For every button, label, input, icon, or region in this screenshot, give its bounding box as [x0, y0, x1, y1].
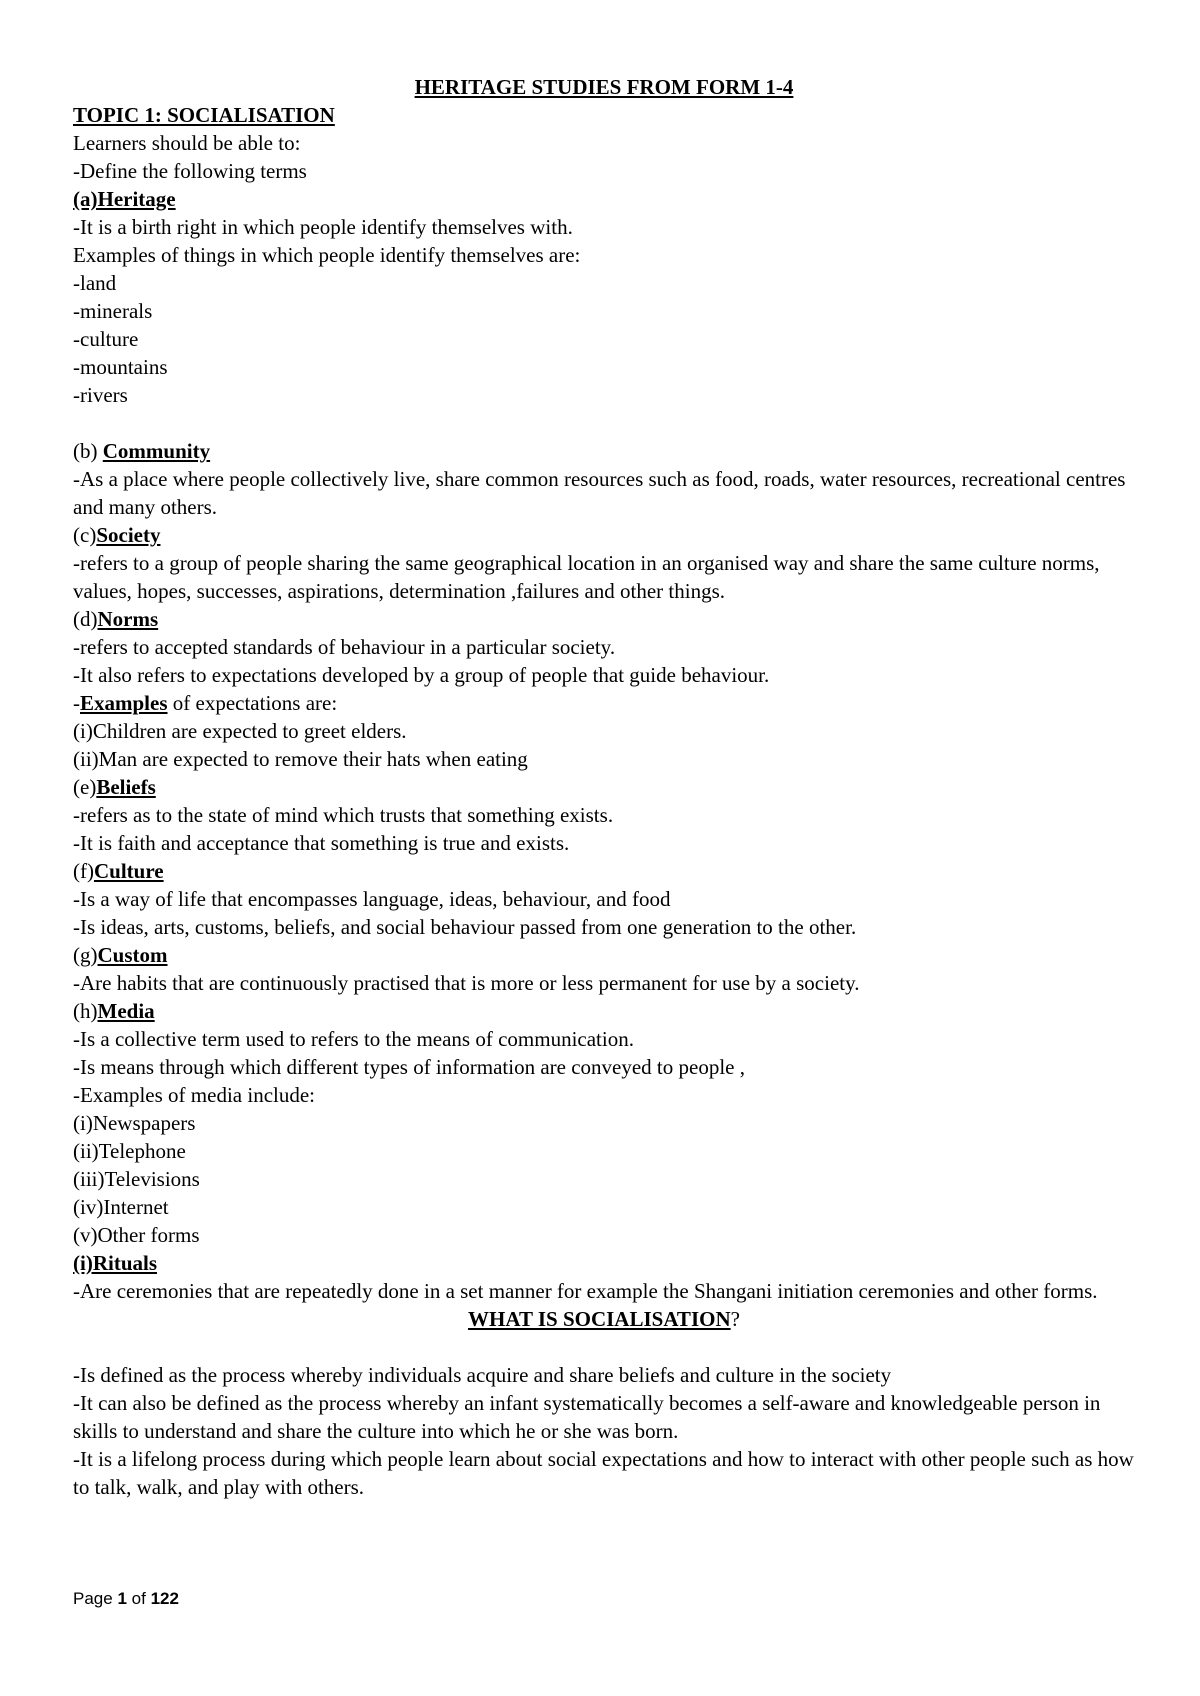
community-heading — [73, 437, 1135, 465]
blank-line — [73, 1333, 1135, 1361]
norms-examples-rest: of expectations are: — [167, 691, 338, 715]
culture-prefix: (f) — [73, 859, 94, 883]
society-prefix: (c) — [73, 523, 97, 547]
media-example-item: (iii)Televisions — [73, 1167, 200, 1191]
socialisation-heading — [73, 1305, 1135, 1333]
culture-heading — [73, 857, 1135, 885]
beliefs-heading — [73, 773, 1135, 801]
beliefs-term: Beliefs — [96, 775, 156, 799]
heritage-line: -land — [73, 271, 117, 295]
custom-heading — [73, 941, 1135, 969]
page-content — [73, 73, 1135, 1501]
norms-heading — [73, 605, 1135, 633]
culture-line: -Is ideas, arts, customs, beliefs, and social behaviour passed from one generation to the other. — [73, 915, 857, 939]
norms-prefix: (d) — [73, 607, 98, 631]
socialisation-heading-text: WHAT IS SOCIALISATION — [468, 1307, 731, 1331]
rituals-definition: -Are ceremonies that are repeatedly done in a set manner for example the Shangani initiation ceremonies and other forms. — [73, 1279, 1098, 1303]
media-example-item: (i)Newspapers — [73, 1111, 196, 1135]
footer-page-number: 1 — [117, 1589, 127, 1608]
community-definition: -As a place where people collectively live, share common resources such as food, roads, water resources, recreational centres and many others. — [73, 467, 1126, 519]
media-example-item: (ii)Telephone — [73, 1139, 186, 1163]
footer-of-word: of — [131, 1589, 146, 1608]
blank-line — [73, 409, 1135, 437]
norms-line: -refers to accepted standards of behaviour in a particular society. — [73, 635, 616, 659]
custom-prefix: (g) — [73, 943, 98, 967]
footer-page-total: 122 — [150, 1589, 179, 1608]
culture-term: Culture — [93, 859, 164, 883]
footer-page-word: Page — [73, 1589, 113, 1608]
socialisation-line: -Is defined as the process whereby individuals acquire and share beliefs and culture in the society — [73, 1363, 892, 1387]
custom-term: Custom — [97, 943, 168, 967]
document-title: HERITAGE STUDIES FROM FORM 1-4 — [414, 75, 794, 99]
heritage-heading: (a)Heritage — [73, 187, 176, 211]
society-term: Society — [96, 523, 161, 547]
norms-examples-term: Examples — [80, 691, 168, 715]
media-example-item: (iv)Internet — [73, 1195, 169, 1219]
norms-example-item: (i)Children are expected to greet elders. — [73, 719, 407, 743]
intro-line: Learners should be able to: — [73, 131, 301, 155]
rituals-heading: (i)Rituals — [73, 1251, 157, 1275]
media-prefix: (h) — [73, 999, 98, 1023]
heritage-line: -mountains — [73, 355, 168, 379]
beliefs-line: -refers as to the state of mind which trusts that something exists. — [73, 803, 614, 827]
norms-examples-line — [73, 689, 1135, 717]
custom-line: -Are habits that are continuously practised that is more or less permanent for use by a society. — [73, 971, 860, 995]
heritage-line: -minerals — [73, 299, 153, 323]
heritage-line: -It is a birth right in which people identify themselves with. — [73, 215, 573, 239]
community-term: Community — [102, 439, 211, 463]
norms-term: Norms — [97, 607, 159, 631]
community-prefix: (b) — [73, 439, 103, 463]
heritage-line: -culture — [73, 327, 139, 351]
media-line: -Is a collective term used to refers to the means of communication. — [73, 1027, 634, 1051]
culture-line: -Is a way of life that encompasses language, ideas, behaviour, and food — [73, 887, 671, 911]
media-term: Media — [97, 999, 155, 1023]
beliefs-prefix: (e) — [73, 775, 97, 799]
society-heading — [73, 521, 1135, 549]
media-line: -Is means through which different types of information are conveyed to people , — [73, 1055, 745, 1079]
norms-example-item: (ii)Man are expected to remove their hats when eating — [73, 747, 528, 771]
media-heading — [73, 997, 1135, 1025]
heritage-line: -rivers — [73, 383, 128, 407]
intro-line: -Define the following terms — [73, 159, 307, 183]
page-footer — [73, 1588, 179, 1610]
media-example-item: (v)Other forms — [73, 1223, 200, 1247]
society-definition: -refers to a group of people sharing the same geographical location in an organised way and share the same culture norms, values, hopes, successes, aspirations, determination ,failures and other things. — [73, 551, 1100, 603]
socialisation-line: -It can also be defined as the process whereby an infant systematically becomes a self-aware and knowledgeable person in skills to understand and share the culture into which he or she was born. — [73, 1391, 1101, 1443]
socialisation-line: -It is a lifelong process during which people learn about social expectations and how to interact with other people such as how to talk, walk, and play with others. — [73, 1447, 1134, 1499]
beliefs-line: -It is faith and acceptance that something is true and exists. — [73, 831, 570, 855]
media-line: -Examples of media include: — [73, 1083, 316, 1107]
topic-heading: TOPIC 1: SOCIALISATION — [73, 103, 335, 127]
heritage-line: Examples of things in which people identify themselves are: — [73, 243, 581, 267]
norms-line: -It also refers to expectations developed by a group of people that guide behaviour. — [73, 663, 770, 687]
norms-examples-dash: - — [73, 691, 80, 715]
socialisation-heading-suffix: ? — [730, 1307, 740, 1331]
